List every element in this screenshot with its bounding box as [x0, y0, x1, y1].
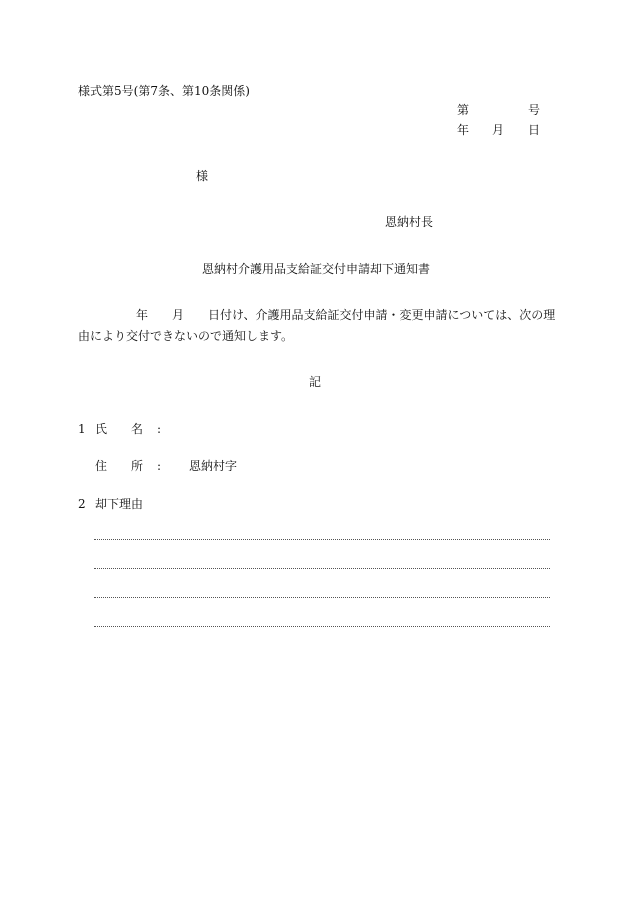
- addressee-suffix: 様: [196, 169, 209, 183]
- rejection-reason-label: 却下理由: [95, 497, 144, 511]
- address-colon: :: [157, 459, 162, 473]
- ki-heading: 記: [309, 375, 322, 389]
- reason-line-4: [94, 626, 550, 627]
- doc-number-prefix: 第: [457, 103, 470, 117]
- reason-line-1: [94, 539, 550, 540]
- body-month: 月: [172, 308, 185, 322]
- reason-line-2: [94, 568, 550, 569]
- date-day: 日: [528, 123, 541, 137]
- address-label: 住 所: [95, 459, 144, 473]
- document-title: 恩納村介護用品支給証交付申請却下通知書: [202, 262, 431, 276]
- date-month: 月: [492, 123, 505, 137]
- name-colon: :: [157, 422, 162, 436]
- address-value: 恩納村字: [189, 459, 238, 473]
- issuer: 恩納村長: [385, 215, 434, 229]
- date-year: 年: [457, 123, 470, 137]
- reason-line-3: [94, 597, 550, 598]
- item1-number: 1: [78, 422, 86, 436]
- form-id: 様式第5号(第7条、第10条関係): [78, 84, 250, 98]
- doc-number-suffix: 号: [528, 103, 541, 117]
- name-label: 氏 名: [95, 422, 144, 436]
- body-text-line1: 日付け、介護用品支給証交付申請・変更申請については、次の理: [208, 308, 556, 322]
- item2-number: 2: [78, 497, 86, 511]
- body-year: 年: [136, 308, 149, 322]
- body-text-line2: 由により交付できないので通知します。: [78, 329, 294, 343]
